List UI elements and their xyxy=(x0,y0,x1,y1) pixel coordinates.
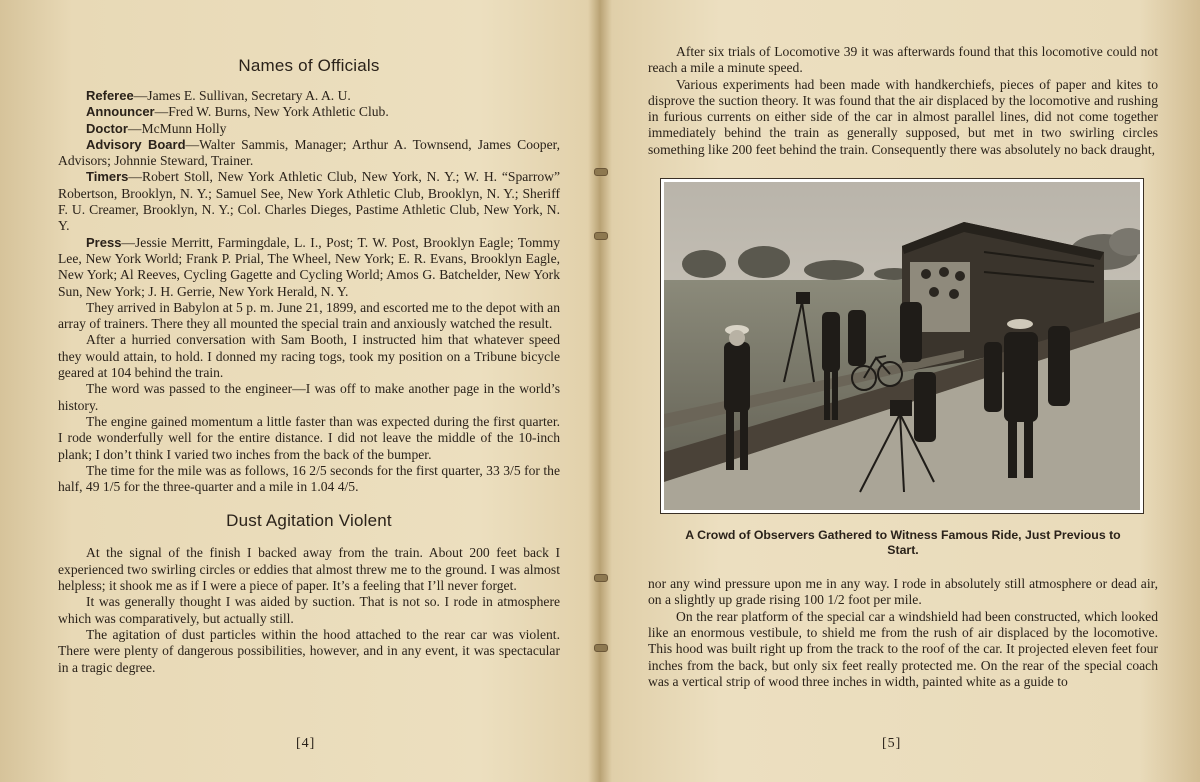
official-names: —James E. Sullivan, Secretary A. A. U. xyxy=(133,88,351,103)
body-paragraph: Various experiments had been made with handkerchiefs, pieces of paper and kites to disprove the suction theory. It was found that the air displaced by the locomotive and rushing in furious currents on either side of the car in almost parallel lines, did not come together immediately behind the train as generally supposed, but met in two swirling circles something like 200 feet behind the train. Consequently there was absolutely no back draught, xyxy=(648,76,1158,157)
body-paragraph: They arrived in Babylon at 5 p. m. June 21, 1899, and escorted me to the depot with an array of trainers. There they all mounted the special train and anxiously watched the result. xyxy=(58,299,560,332)
photo-caption: A Crowd of Observers Gathered to Witness Famous Ride, Just Previous to Start. xyxy=(685,528,1121,558)
official-role: Advisory Board xyxy=(86,136,186,152)
official-entry xyxy=(58,88,560,104)
official-entry xyxy=(58,169,560,234)
official-names: —Robert Stoll, New York Athletic Club, New York, N. Y.; W. H. “Sparrow” Robertson, Brooklyn, N. Y.; Samuel See, New York Athletic Club, Brooklyn, N. Y.; Sheriff F. U. Creamer, Brooklyn, N. Y.; Col. Charles Dieges, Pastime Athletic Club, New York, N. Y. xyxy=(58,169,560,234)
body-paragraph: The agitation of dust particles within the hood attached to the rear car was violent. There were plenty of dangerous possibilities, however, and in any event, it was spectacular in a tragic degree. xyxy=(58,626,560,675)
body-paragraph: At the signal of the finish I backed away from the train. About 200 feet back I experienced two swirling circles or eddies that almost threw me to the ground. I was almost helpless; it shook me as if I were a piece of paper. It’s a feeling that I’ll never forget. xyxy=(58,545,560,594)
body-paragraph: After a hurried conversation with Sam Booth, I instructed him that whatever speed they would attain, to hold. I donned my racing togs, took my position on a Tribune bicycle geared at 104 behind the train. xyxy=(58,332,560,381)
body-paragraph: On the rear platform of the special car a windshield had been constructed, which looked like an enormous vestibule, to shield me from the rush of air displaced by the locomotive. This hood was built right up from the track to the roof of the car. It projected eleven feet four inches from the back, but only six feet really protected me. On the rear of the special coach was a vertical strip of wood three inches in width, painted white as a guide to xyxy=(648,608,1158,689)
body-paragraph: The engine gained momentum a little faster than was expected during the first quarter. I rode wonderfully well for the entire distance. I did not leave the middle of the 10-inch plank; I don’t think I varied two inches from the back of the bumper. xyxy=(58,413,560,462)
page-number: [4] xyxy=(296,736,316,751)
official-role: Timers xyxy=(86,169,129,185)
officials-list xyxy=(58,88,560,300)
body-paragraph: It was generally thought I was aided by suction. That is not so. I rode in atmosphere which was comparatively, but actually still. xyxy=(58,594,560,626)
official-entry xyxy=(58,137,560,170)
body-paragraph: After six trials of Locomotive 39 it was afterwards found that this locomotive could not reach a mile a minute speed. xyxy=(648,44,1158,76)
official-role: Press xyxy=(86,234,122,250)
right-page xyxy=(600,0,1200,782)
official-entry xyxy=(58,235,560,300)
official-role: Doctor xyxy=(86,120,128,136)
section-heading: Names of Officials xyxy=(238,56,380,75)
page-number: [5] xyxy=(882,736,902,751)
official-names: —Jessie Merritt, Farmingdale, L. I., Post; T. W. Post, Brooklyn Eagle; Tommy Lee, New York World; Frank P. Prial, The Wheel, New York; E. R. Evans, Brooklyn Eagle, New York; Al Reeves, Cycling Gagette and Cycling World; Amos G. Batchelder, New York Sun, New York; J. H. Gerrie, New York Herald, N. Y. xyxy=(58,234,560,299)
section-heading: Dust Agitation Violent xyxy=(226,511,392,531)
body-paragraph: The time for the mile was as follows, 16 2/5 seconds for the first quarter, 33 3/5 for the half, 49 1/5 for the three-quarter and a mile in 1.04 4/5. xyxy=(58,462,560,495)
train-crowd-photo xyxy=(664,182,1140,510)
official-names: —McMunn Holly xyxy=(127,120,227,136)
official-entry xyxy=(58,104,560,120)
official-entry xyxy=(58,121,560,137)
official-role: Announcer xyxy=(86,104,155,120)
body-paragraph: nor any wind pressure upon me in any way. I rode in absolutely still atmosphere or dead air, on a slightly up grade rising 100 1/2 foot per mile. xyxy=(648,576,1158,608)
official-names: —Fred W. Burns, New York Athletic Club. xyxy=(154,104,389,120)
body-paragraph: The word was passed to the engineer—I was off to make another page in the world’s history. xyxy=(58,381,560,413)
photograph xyxy=(660,178,1144,514)
official-role: Referee xyxy=(86,88,134,103)
official-names: —Walter Sammis, Manager; Arthur A. Townsend, James Cooper, Advisors; Johnnie Steward, Trainer. xyxy=(58,136,560,169)
